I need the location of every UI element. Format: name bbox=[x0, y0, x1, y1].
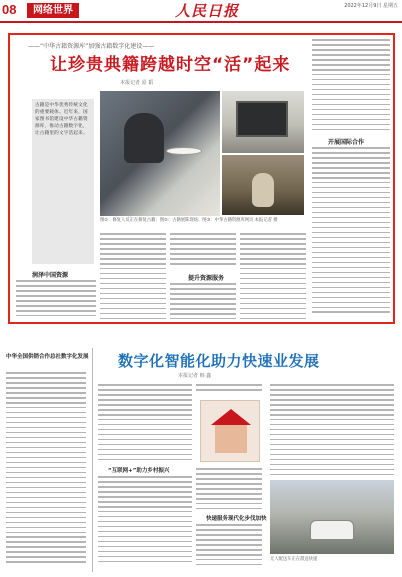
photo-webpage bbox=[222, 155, 304, 215]
body-column-1 bbox=[16, 280, 96, 320]
section-number: 08 bbox=[2, 2, 17, 17]
article2-byline: 本报记者 韩 鑫 bbox=[178, 373, 212, 379]
body-column-5b bbox=[312, 147, 390, 316]
body-column-3b bbox=[170, 283, 236, 323]
body-column-2 bbox=[100, 233, 166, 323]
subhead-2: 提升资源服务 bbox=[188, 275, 225, 282]
article2-col-1 bbox=[98, 384, 192, 464]
photo-caption bbox=[100, 218, 304, 224]
masthead-logo: 人民日报 bbox=[175, 2, 240, 20]
article2-col-2c bbox=[196, 524, 262, 569]
photo4-caption: 无人配送车正在派送快递 bbox=[270, 557, 318, 562]
lead-text: 古籍是中华优秀传统文化的重要载体。近年来，国家图书馆建设中华古籍资源库，推动古籍数字化，让古籍里的文字活起来。 bbox=[35, 103, 88, 136]
photo-caption-text: 图①：修复人员正在修复古籍；图②：古籍展陈现场；图③：中华古籍资源库网页 bbox=[100, 218, 254, 223]
article-kicker: ——“中华古籍资源库”加强古籍数字化建设—— bbox=[28, 43, 155, 50]
photo-credit: 本报记者 摄 bbox=[254, 218, 278, 223]
brief-body bbox=[6, 372, 86, 566]
article-byline: 本报记者 原 韬 bbox=[120, 80, 154, 86]
subhead-3: 开展国际合作 bbox=[328, 139, 365, 146]
article2-subhead-1: “互联网+”助力乡村振兴 bbox=[108, 468, 170, 474]
photo-lamp bbox=[166, 147, 202, 155]
lead-box bbox=[32, 99, 94, 264]
page-header bbox=[0, 0, 402, 22]
photo-delivery-vehicle bbox=[270, 480, 394, 554]
article2-headline[interactable]: 数字化智能化助力快速业发展 bbox=[118, 352, 320, 370]
article2-col-3 bbox=[270, 384, 394, 479]
header-rule bbox=[0, 21, 402, 23]
top-article-highlight[interactable] bbox=[8, 33, 395, 324]
article2-col-2a bbox=[196, 384, 262, 394]
cartoon-house bbox=[215, 425, 247, 453]
photo-frame bbox=[236, 101, 288, 137]
subhead-1: 润泽中国资源 bbox=[32, 272, 69, 279]
photo-restoration bbox=[100, 91, 220, 216]
date-line: 2022年12月9日 星期五 bbox=[344, 3, 398, 9]
photo-person bbox=[124, 113, 164, 163]
body-column-5a bbox=[312, 39, 390, 134]
cartoon-roof bbox=[211, 409, 251, 425]
photo-exhibit bbox=[222, 91, 304, 153]
article-headline[interactable]: 让珍贵典籍跨越时空“活”起来 bbox=[50, 55, 291, 75]
bottom-article bbox=[0, 330, 402, 577]
brief-title[interactable]: 中华全国供销合作总社数字化发展 bbox=[6, 354, 89, 360]
section-name: 网络世界 bbox=[27, 3, 79, 18]
photo-vase bbox=[252, 173, 274, 207]
cartoon-illustration bbox=[200, 400, 260, 462]
column-divider bbox=[92, 348, 93, 572]
article2-col-2b bbox=[196, 468, 262, 513]
article2-col-1b bbox=[98, 476, 192, 566]
body-column-4 bbox=[240, 233, 306, 323]
body-column-3 bbox=[170, 233, 236, 268]
photo-car bbox=[310, 520, 354, 540]
article2-subhead-2: 快递服务现代化步伐加快 bbox=[206, 516, 267, 522]
